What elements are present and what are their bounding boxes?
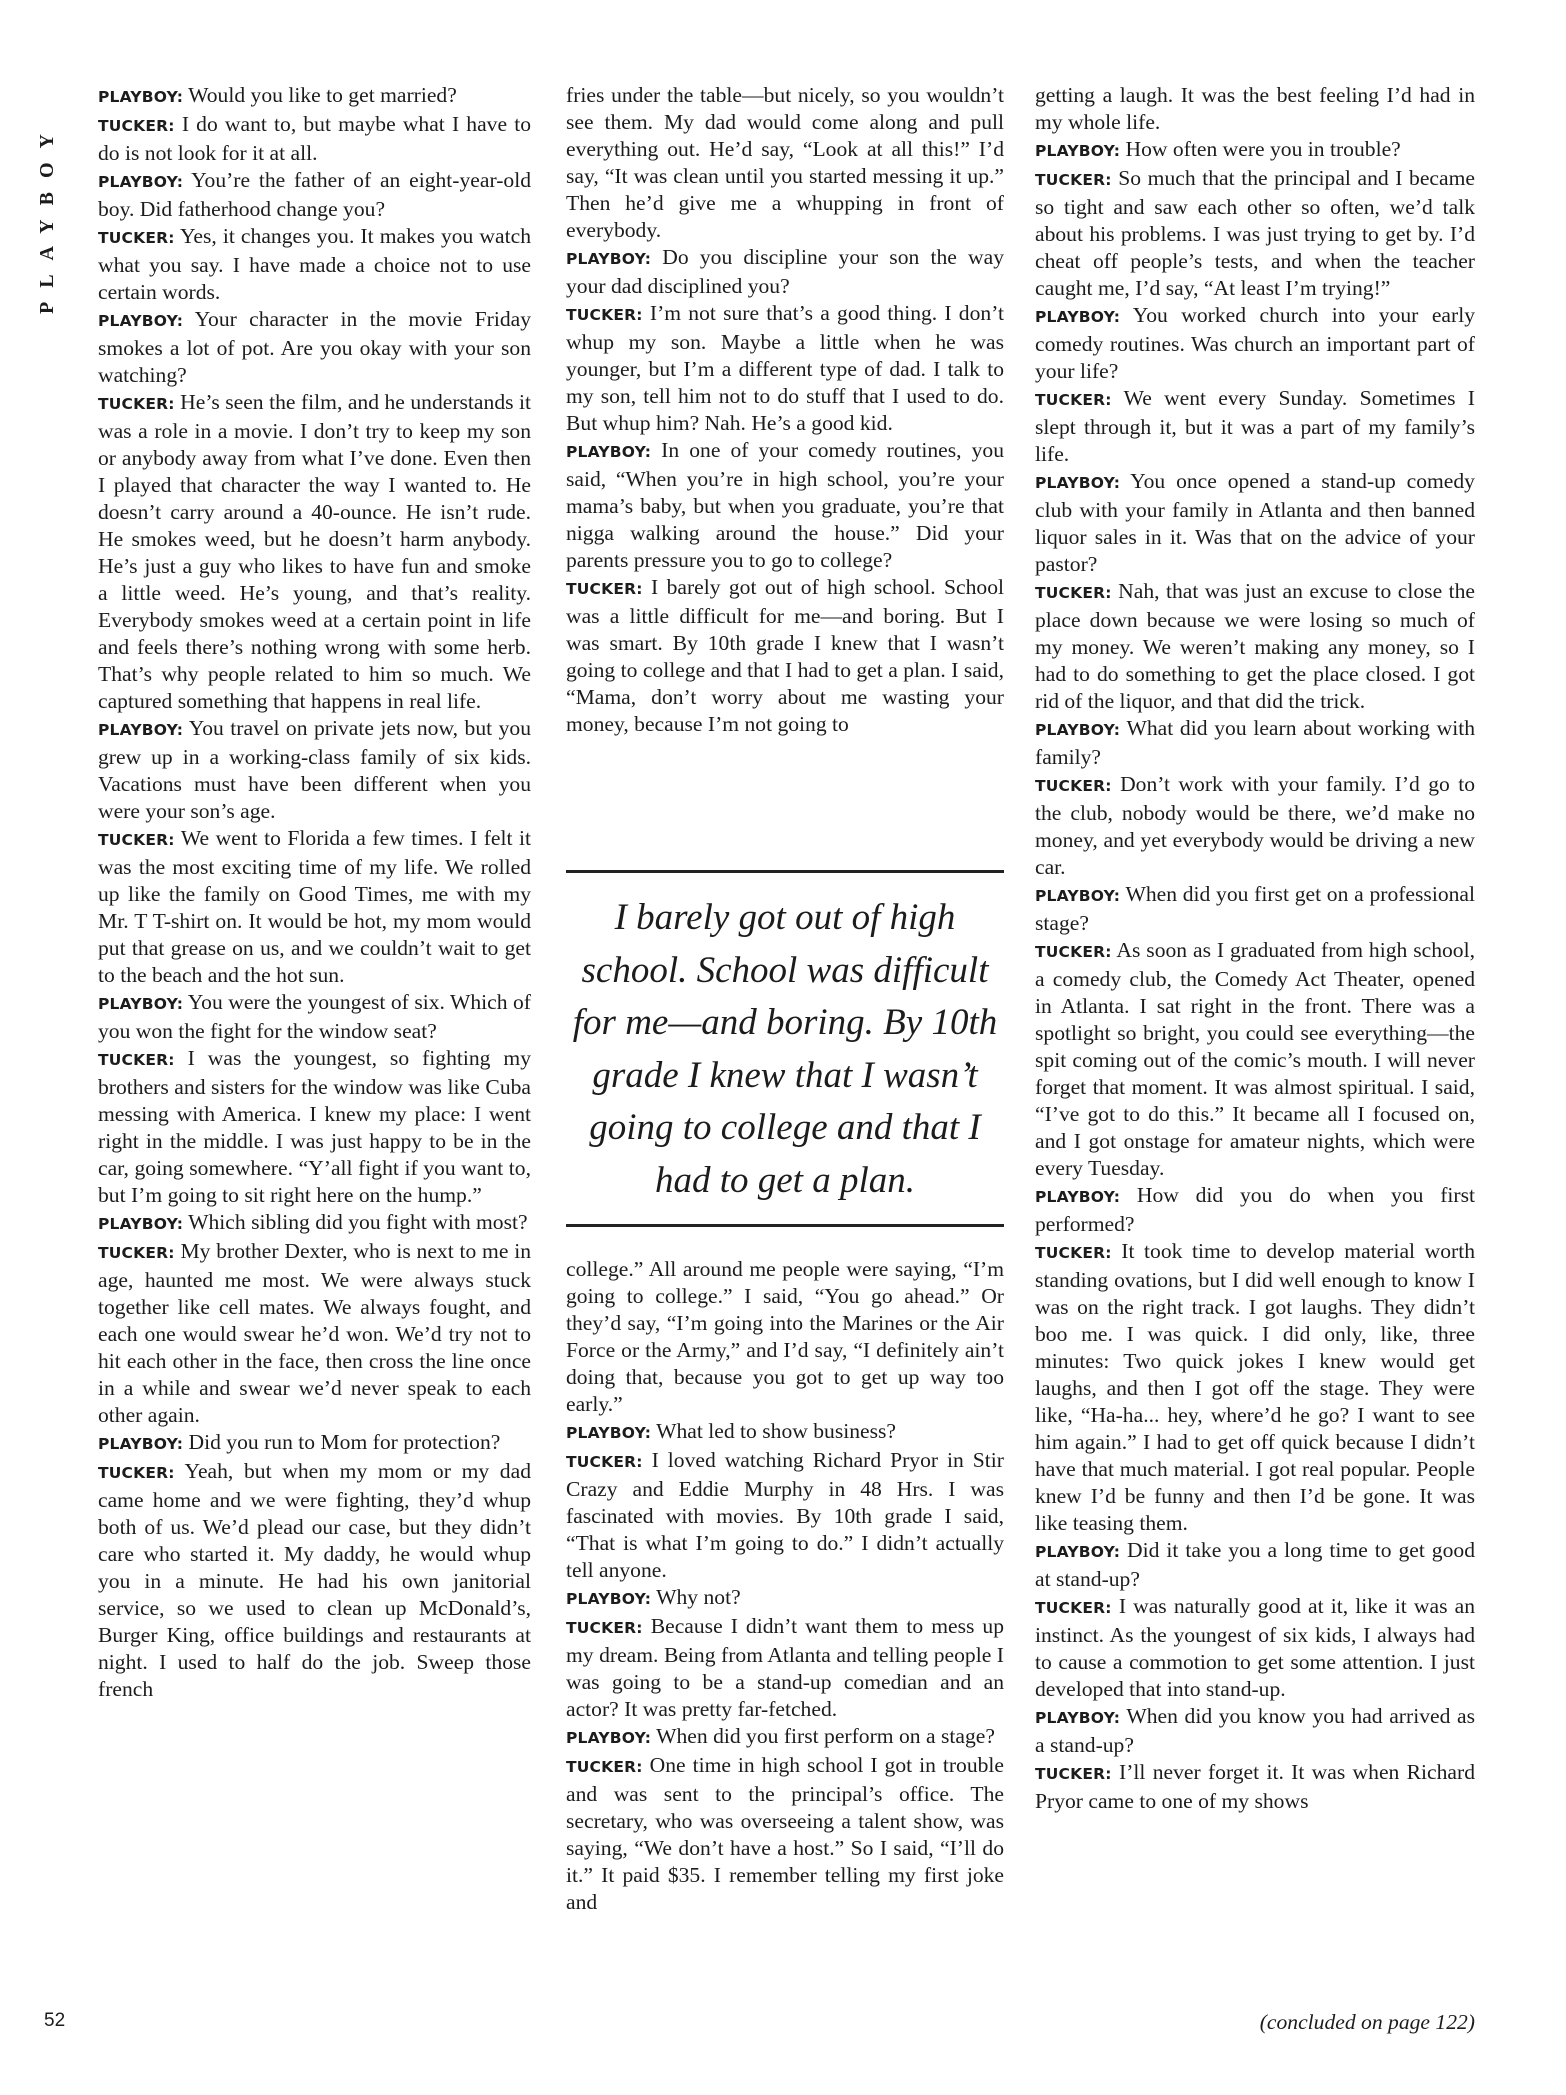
paragraph-text: Did you run to Mom for protection? [188,1430,501,1454]
interview-paragraph [566,1752,1004,1916]
interview-paragraph [1035,165,1475,302]
column-2-top [566,82,1004,738]
speaker-label: PLAYBOY: [566,1590,652,1608]
speaker-label: TUCKER: [566,306,643,324]
interview-paragraph [566,1447,1004,1584]
speaker-label: PLAYBOY: [98,1215,184,1233]
paragraph-text: Don’t work with your family. I’d go to the club, nobody would be there, we’d make no money, and yet everybody would be driving a new car. [1035,772,1475,879]
interview-paragraph [566,1584,1004,1613]
paragraph-text: As soon as I graduated from high school, a comedy club, the Comedy Act Theater, opened in Atlanta. I sat right in the front. There was a spotlight so bright, you could see everything—the spit coming out of the comic’s mouth. I will never forget that moment. It was almost spiritual. I said, “I’ve got to do this.” It became all I focused on, and I got onstage for amateur nights, which were every Tuesday. [1035,938,1475,1180]
paragraph-text: I’ll never forget it. It was when Richard Pryor came to one of my shows [1035,1760,1476,1813]
interview-paragraph [1035,578,1475,715]
paragraph-text: Because I didn’t want them to mess up my dream. Being from Atlanta and telling people I was going to be a stand-up comedian and an actor? It was pretty far-fetched. [566,1614,1005,1721]
speaker-label: TUCKER: [1035,943,1112,961]
speaker-label: TUCKER: [98,1244,175,1262]
speaker-label: PLAYBOY: [1035,308,1121,326]
paragraph-text: He’s seen the film, and he understands it was a role in a movie. I don’t try to keep my son or anybody away from what I’ve done. Even then I played that character the way I wanted to. He doesn’t carry around a 40-ounce. He isn’t rude. He smokes weed, but he doesn’t harm anybody. He’s just a guy who likes to have fun and smoke a little weed. He’s young, and that’s reality. Everybody smokes weed at a certain point in life and feels there’s nothing wrong with some herb. That’s why people related to him so much. We captured something that happens in real life. [98,390,531,713]
speaker-label: TUCKER: [1035,1765,1112,1783]
interview-paragraph [98,1209,531,1238]
speaker-label: PLAYBOY: [566,443,652,461]
speaker-label: TUCKER: [98,117,175,135]
interview-paragraph [98,1045,531,1209]
page-number: 52 [44,2010,66,2031]
speaker-label: TUCKER: [98,1051,175,1069]
paragraph-text: I barely got out of high school. School was a little difficult for me—and boring. But I was smart. By 10th grade I knew that I wasn’t going to college and that I had to get a plan. I said, “Mama, don’t worry about me wasting your money, because I’m not going to [566,575,1004,736]
paragraph-text: I do want to, but maybe what I have to do is not look for it at all. [98,112,531,165]
paragraph-text: Nah, that was just an excuse to close the place down because we were losing so much of my money. We weren’t making any money, so I had to do something to get the place closed. I got rid of the liquor, and that did the trick. [1035,579,1475,713]
speaker-label: PLAYBOY: [1035,1188,1121,1206]
interview-paragraph [1035,1593,1475,1703]
paragraph-text: I was the youngest, so fighting my brothers and sisters for the window was like Cuba messing with America. I knew my place: I went right in the middle. I was just happy to be in the car, going somewhere. “Y’all fight if you want to, but I’m going to sit right here on the hump.” [98,1046,531,1207]
speaker-label: PLAYBOY: [566,1424,652,1442]
speaker-label: PLAYBOY: [1035,142,1121,160]
magazine-sideways-title [36,84,66,324]
speaker-label: PLAYBOY: [98,88,184,106]
interview-paragraph [566,244,1004,300]
interview-paragraph [566,437,1004,574]
interview-paragraph [98,82,531,111]
speaker-label: PLAYBOY: [1035,721,1121,739]
interview-paragraph [1035,771,1475,881]
interview-paragraph [1035,302,1475,385]
paragraph-text: So much that the principal and I became so tight and saw each other so often, we’d talk about his problems. I was just trying to get by. I’d cheat off people’s tests, and when the teacher caught me, I’d say, “At least I’m trying!” [1035,166,1475,300]
paragraph-text: getting a laugh. It was the best feeling I’d had in my whole life. [1035,83,1475,134]
paragraph-text: Yeah, but when my mom or my dad came home and we were fighting, they’d whup both of us. We’d plead our case, but they didn’t care who started it. My daddy, he would whup you in a minute. He had his own janitorial service, so we used to clean up McDonald’s, Burger King, office buildings and restaurants at night. I used to half do the job. Sweep those french [98,1459,531,1701]
paragraph-text: I’m not sure that’s a good thing. I don’t whup my son. Maybe a little when he was younger, but I’m a different type of dad. I talk to my son, tell him not to do stuff that I used to do. But whup him? Nah. He’s a good kid. [566,301,1004,435]
paragraph-text: Did it take you a long time to get good at stand-up? [1035,1538,1475,1591]
interview-paragraph [566,82,1004,244]
speaker-label: PLAYBOY: [566,1729,652,1747]
paragraph-text: Do you discipline your son the way your dad disciplined you? [566,245,1004,298]
interview-paragraph [1035,468,1475,578]
column-1 [98,82,531,1703]
speaker-label: PLAYBOY: [1035,474,1121,492]
paragraph-text: How did you do when you first performed? [1035,1183,1475,1236]
interview-paragraph [98,111,531,167]
speaker-label: TUCKER: [1035,584,1112,602]
interview-paragraph [98,223,531,306]
paragraph-text: When did you first perform on a stage? [656,1724,995,1748]
speaker-label: PLAYBOY: [98,995,184,1013]
interview-paragraph [1035,1238,1475,1537]
pull-quote-top-rule [566,870,1004,873]
interview-paragraph [566,300,1004,437]
speaker-label: TUCKER: [98,229,175,247]
interview-paragraph [98,715,531,825]
paragraph-text: Why not? [656,1585,741,1609]
interview-paragraph [98,306,531,389]
continued-note: (concluded on page 122) [1259,2010,1475,2034]
speaker-label: PLAYBOY: [566,250,652,268]
speaker-label: TUCKER: [1035,777,1112,795]
magazine-name: PLAYBOY [36,120,58,314]
speaker-label: TUCKER: [1035,1599,1112,1617]
paragraph-text: Yes, it changes you. It makes you watch what you say. I have made a choice not to use certain words. [98,224,531,304]
speaker-label: PLAYBOY: [98,312,184,330]
interview-paragraph [1035,385,1475,468]
column-2-bottom [566,1256,1004,1916]
paragraph-text: I was naturally good at it, like it was an instinct. As the youngest of six kids, I always had to cause a commotion to get some attention. I just developed that into stand-up. [1035,1594,1475,1701]
interview-paragraph [566,1256,1004,1418]
column-3 [1035,82,1475,1815]
interview-paragraph [98,389,531,715]
paragraph-text: college.” All around me people were saying, “I’m going to college.” I said, “You go ahead.” Or they’d say, “I’m going into the Marines or the Air Force or the Army,” and I’d say, “I definitely ain’t doing that, because you got to get up way too early.” [566,1257,1004,1416]
speaker-label: TUCKER: [98,1464,175,1482]
paragraph-text: You travel on private jets now, but you grew up in a working-class family of six kids. Vacations must have been different when you were your son’s age. [98,716,531,823]
interview-paragraph [98,1429,531,1458]
paragraph-text: You worked church into your early comedy routines. Was church an important part of your life? [1035,303,1475,383]
paragraph-text: You’re the father of an eight-year-old boy. Did fatherhood change you? [98,168,531,221]
paragraph-text: I loved watching Richard Pryor in Stir Crazy and Eddie Murphy in 48 Hrs. I was fascinated with movies. By 10th grade I said, “That is what I’m going to do.” I didn’t actually tell anyone. [566,1448,1004,1582]
speaker-label: TUCKER: [1035,1244,1112,1262]
interview-paragraph [1035,136,1475,165]
speaker-label: TUCKER: [98,831,175,849]
speaker-label: TUCKER: [566,1619,643,1637]
interview-paragraph [98,1458,531,1703]
pull-quote: I barely got out of high school. School was difficult for me—and boring. By 10th grade I knew that I wasn’t going to college and that I had to get a plan. [572,897,998,1201]
speaker-label: PLAYBOY: [98,721,184,739]
interview-paragraph [566,1613,1004,1723]
paragraph-text: My brother Dexter, who is next to me in age, haunted me most. We were always stuck together like cell mates. We always fought, and each one would swear he’d won. We’d try not to hit each other in the face, then cross the line once in a while and swear we’d never speak to each other again. [98,1239,531,1427]
paragraph-text: Would you like to get married? [188,83,457,107]
interview-paragraph [1035,937,1475,1182]
speaker-label: PLAYBOY: [1035,1709,1121,1727]
speaker-label: PLAYBOY: [1035,1543,1121,1561]
paragraph-text: It took time to develop material worth standing ovations, but I did well enough to know I was on the right track. I got laughs. They didn’t boo me. I was quick. I did only, like, three minutes: Two quick jokes I knew would get laughs, and then I got off the stage. They were like, “Ha-ha... hey, where’d he go? I want to see him again.” I had to get off quick because I didn’t have that much material. I got real popular. People knew I’d be funny and then I’d be gone. It was like teasing them. [1035,1239,1475,1535]
speaker-label: TUCKER: [566,1758,643,1776]
interview-paragraph [98,167,531,223]
interview-paragraph [566,1418,1004,1447]
speaker-label: PLAYBOY: [1035,887,1121,905]
speaker-label: PLAYBOY: [98,173,184,191]
paragraph-text: fries under the table—but nicely, so you wouldn’t see them. My dad would come along and pull everything out. He’d say, “Look at all this!” I’d say, “It was clean until you started messing it up.” Then he’d give me a whupping in front of everybody. [566,83,1004,242]
speaker-label: TUCKER: [566,1453,643,1471]
interview-paragraph [566,1723,1004,1752]
speaker-label: TUCKER: [1035,391,1112,409]
paragraph-text: You were the youngest of six. Which of you won the fight for the window seat? [98,990,531,1043]
paragraph-text: What did you learn about working with family? [1035,716,1475,769]
paragraph-text: In one of your comedy routines, you said, “When you’re in high school, you’re your mama’s baby, but when you graduate, you’re that nigga walking around the house.” Did your parents pressure you to go to college? [566,438,1005,572]
paragraph-text: We went every Sunday. Sometimes I slept through it, but it was a part of my family’s life. [1035,386,1475,466]
interview-paragraph [1035,1759,1475,1815]
speaker-label: TUCKER: [98,395,175,413]
interview-paragraph [1035,1703,1475,1759]
paragraph-text: You once opened a stand-up comedy club with your family in Atlanta and then banned liquor sales in it. Was that on the advice of your pastor? [1035,469,1475,576]
pull-quote-bottom-rule [566,1224,1004,1227]
speaker-label: TUCKER: [1035,171,1112,189]
interview-paragraph [98,825,531,989]
paragraph-text: When did you know you had arrived as a stand-up? [1035,1704,1475,1757]
paragraph-text: We went to Florida a few times. I felt it was the most exciting time of my life. We rolled up like the family on Good Times, me with my Mr. T T-shirt on. It would be hot, my mom would put that grease on us, and we couldn’t wait to get to the beach and the hot sun. [98,826,531,987]
interview-paragraph [1035,82,1475,136]
interview-paragraph [566,574,1004,738]
paragraph-text: When did you first get on a professional stage? [1035,882,1475,935]
paragraph-text: One time in high school I got in trouble and was sent to the principal’s office. The secretary, who was overseeing a talent show, was saying, “We don’t have a host.” So I said, “I’ll do it.” It paid $35. I remember telling my first joke and [566,1753,1004,1914]
interview-paragraph [1035,715,1475,771]
interview-paragraph [98,1238,531,1429]
paragraph-text: Which sibling did you fight with most? [188,1210,528,1234]
speaker-label: PLAYBOY: [98,1435,184,1453]
interview-paragraph [1035,881,1475,937]
paragraph-text: How often were you in trouble? [1125,137,1401,161]
interview-paragraph [1035,1537,1475,1593]
interview-paragraph [1035,1182,1475,1238]
speaker-label: TUCKER: [566,580,643,598]
paragraph-text: What led to show business? [656,1419,897,1443]
paragraph-text: Your character in the movie Friday smokes a lot of pot. Are you okay with your son watching? [98,307,531,387]
interview-paragraph [98,989,531,1045]
